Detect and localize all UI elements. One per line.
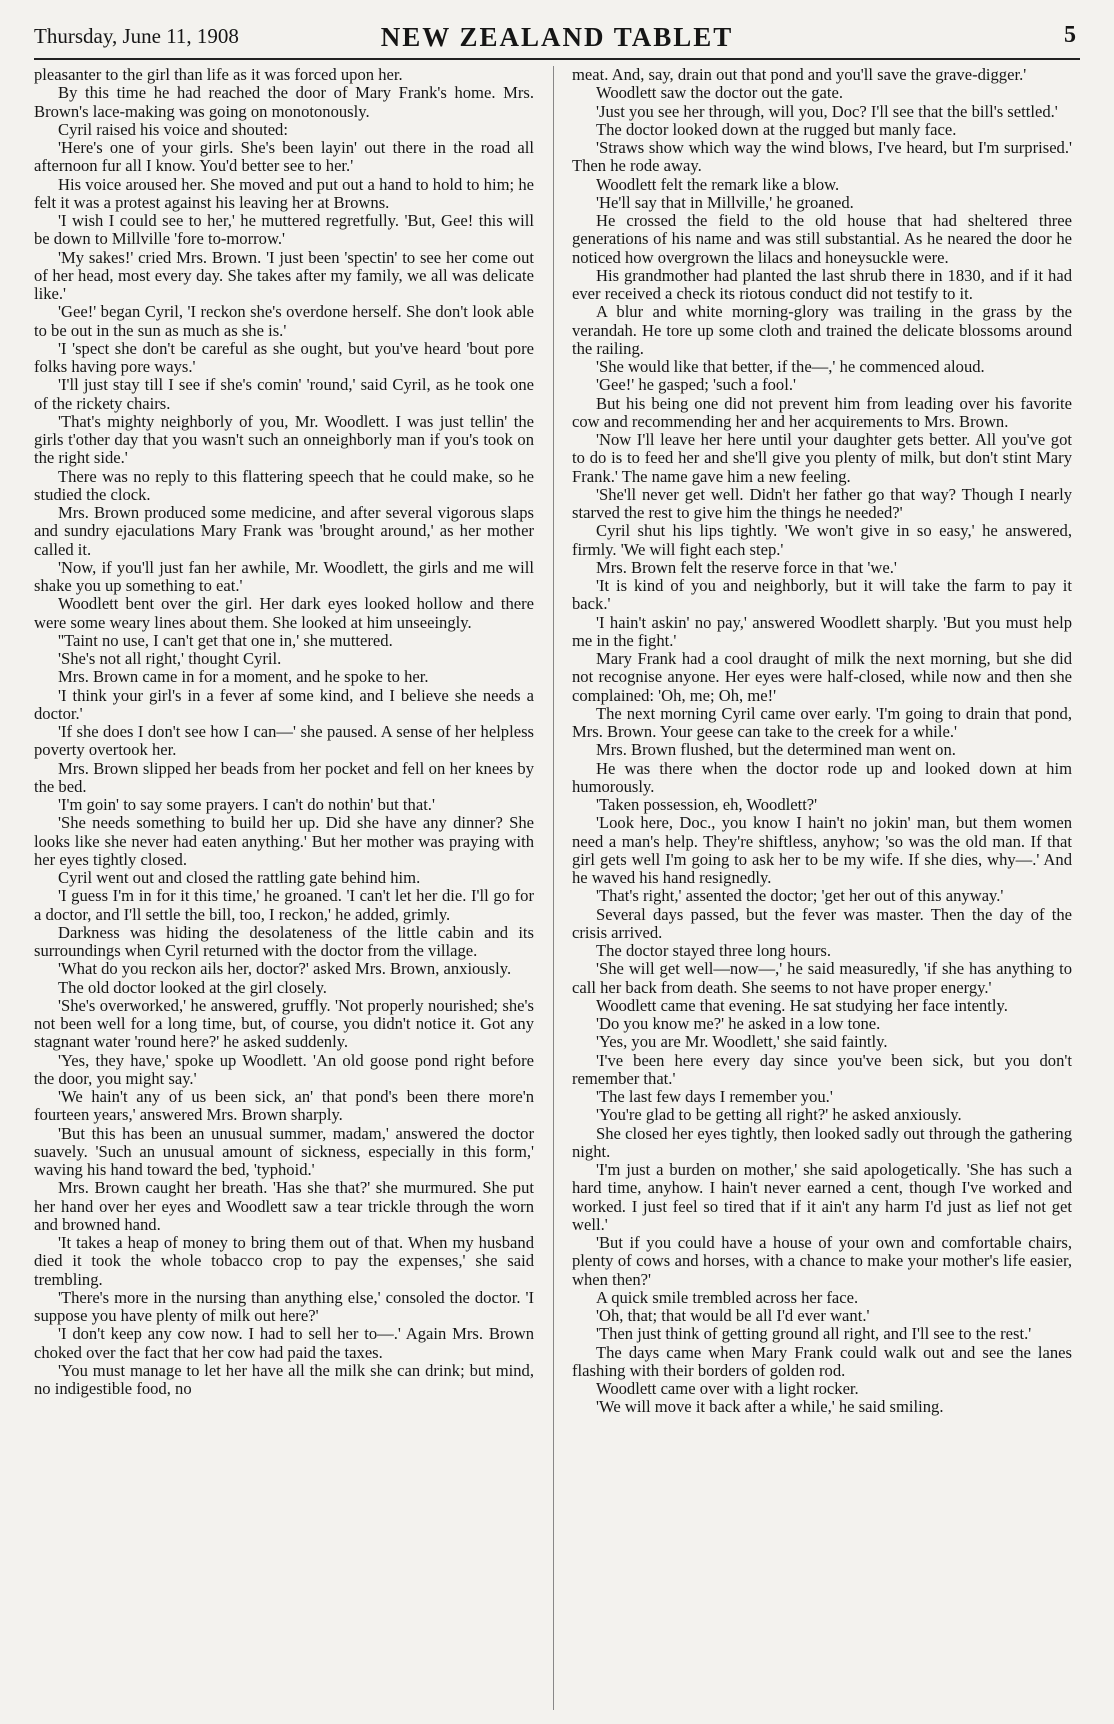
- paragraph: 'Now I'll leave her here until your daughter gets better. All you've got to do is to feed her and she'll give you plenty of milk, but don't stint Mary Frank.' The name gave him a new feeling.: [572, 430, 1072, 486]
- paragraph: Mary Frank had a cool draught of milk the next morning, but she did not recognise anyone. Her eyes were half-closed, while now and then she complained: 'Oh, me; Oh, me!': [572, 649, 1072, 705]
- paragraph: 'Straws show which way the wind blows, I've heard, but I'm surprised.' Then he rode away.: [572, 138, 1072, 176]
- paragraph: The doctor looked down at the rugged but manly face.: [596, 119, 957, 139]
- paragraph: 'He'll say that in Millville,' he groaned.: [596, 192, 854, 212]
- paragraph: 'Gee!' he gasped; 'such a fool.': [596, 375, 796, 395]
- paragraph: Woodlett saw the doctor out the gate.: [596, 83, 844, 103]
- masthead-title: NEW ZEALAND TABLET: [380, 22, 734, 52]
- paragraph: 'She will get well—now—,' he said measuredly, 'if she has anything to call her back from death. She seems to not have proper energy.': [572, 959, 1072, 997]
- paragraph: He was there when the doctor rode up and looked down at him humorously.: [572, 758, 1072, 796]
- left-column: [34, 66, 534, 1710]
- paragraph: Woodlett came that evening. He sat studying her face intently.: [596, 995, 1008, 1015]
- paragraph: His voice aroused her. She moved and put out a hand to hold to him; he felt it was a protest against his leaving her at Browns.: [34, 174, 534, 212]
- paragraph: 'The last few days I remember you.': [596, 1087, 833, 1106]
- paragraph: 'You're glad to be getting all right?' he asked anxiously.: [596, 1105, 962, 1125]
- paragraph: 'I've been here every day since you've been sick, but you don't remember that.': [572, 1050, 1072, 1088]
- paragraph: Cyril raised his voice and shouted:: [58, 119, 288, 139]
- paragraph: 'Oh, that; that would be all I'd ever want.': [596, 1306, 870, 1325]
- paragraph: 'I'm just a burden on mother,' she said apologetically. 'She has such a hard time, anyhow. I hain't never earned a cent, though I've worked and worked. I just feel so tired that if it ain't any harm I'd just as lief not get well.': [572, 1160, 1072, 1234]
- issue-date: Thursday, June 11, 1908: [34, 24, 239, 48]
- paragraph: Darkness was hiding the desolateness of the little cabin and its surroundings when Cyril returned with the doctor from the village.: [34, 922, 534, 960]
- paragraph: Mrs. Brown flushed, but the determined man went on.: [596, 740, 956, 760]
- paragraph: 'My sakes!' cried Mrs. Brown. 'I just been 'spectin' to see her come out of her head, most every day. She takes after my family, we all was delicate like.': [34, 247, 534, 303]
- paragraph: The days came when Mary Frank could walk out and see the lanes flashing with their borders of golden rod.: [572, 1342, 1072, 1380]
- paragraph: Mrs. Brown caught her breath. 'Has she that?' she murmured. She put her hand over her eyes and Woodlett saw a tear trickle through the worn and browned hand.: [34, 1178, 534, 1234]
- column-divider: [553, 66, 554, 1710]
- paragraph: 'That's mighty neighborly of you, Mr. Woodlett. I was just tellin' the girls t'other day that you wasn't such an onneighborly man if you's took on the right side.': [34, 411, 534, 468]
- paragraph: Woodlett felt the remark like a blow.: [596, 174, 840, 194]
- paragraph: 'We will move it back after a while,' he said smiling.: [596, 1397, 944, 1417]
- paragraph: 'I'll just stay till I see if she's comin' 'round,' said Cyril, as he took one of the rickety chairs.: [34, 375, 534, 413]
- paragraph: 'Yes, you are Mr. Woodlett,' she said faintly.: [596, 1032, 888, 1052]
- paragraph: He crossed the field to the old house that had sheltered three generations of his name and was still substantial. As he neared the door he noticed how overgrown the lilacs and honeysuckle were.: [572, 211, 1072, 267]
- paragraph: 'I think your girl's in a fever af some kind, and I believe she needs a doctor.': [34, 685, 534, 723]
- paragraph: 'I guess I'm in for it this time,' he groaned. 'I can't let her die. I'll go for a doctor, and I'll settle the bill, too, I reckon,' he added, grimly.: [34, 886, 534, 924]
- paragraph: 'But if you could have a house of your own and comfortable chairs, plenty of cows and horses, with a chance to make your mother's life easier, when then?': [572, 1233, 1072, 1289]
- paragraph: 'Look here, Doc., you know I hain't no jokin' man, but them women need a man's help. They're shiftless, anyhow; 'so was the old man. If that girl gets well I'm going to ask her to be my wife. If she dies, why—.' And he waved his hand resignedly.: [572, 813, 1072, 887]
- paragraph: The next morning Cyril came over early. 'I'm going to drain that pond, Mrs. Brown. Your geese can take to the creek for a while.': [572, 703, 1072, 741]
- paragraph: 'Do you know me?' he asked in a low tone.: [596, 1014, 881, 1033]
- paragraph: A blur and white morning-glory was trailing in the grass by the verandah. He tore up some cloth and trained the delicate blossoms around the railing.: [572, 302, 1072, 358]
- paragraph: 'But this has been an unusual summer, madam,' answered the doctor suavely. 'Such an unusual amount of sickness, especially in this form,' waving his hand toward the bed, 'typhoid.': [34, 1123, 534, 1179]
- paragraph: 'She's not all right,' thought Cyril.: [58, 649, 282, 668]
- paragraph: 'We hain't any of us been sick, an' that pond's been there more'n fourteen years,' answered Mrs. Brown sharply.: [34, 1087, 534, 1125]
- paragraph: 'She'll never get well. Didn't her father go that way? Though I nearly starved the rest to give him the things he needed?': [572, 484, 1072, 522]
- paragraph: Mrs. Brown produced some medicine, and after several vigorous slaps and sundry ejaculations Mary Frank was 'brought around,' as her mother called it.: [34, 503, 534, 559]
- paragraph: The old doctor looked at the girl closely.: [58, 977, 327, 997]
- paragraph: pleasanter to the girl than life as it was forced upon her.: [34, 66, 403, 84]
- right-column: [572, 66, 1072, 1710]
- paragraph: 'I hain't askin' no pay,' answered Woodlett sharply. 'But you must help me in the fight.': [572, 612, 1072, 650]
- paragraph: 'Yes, they have,' spoke up Woodlett. 'An old goose pond right before the door, you might say.': [34, 1050, 534, 1088]
- paragraph: But his being one did not prevent him from leading over his favorite cow and recommending her and her acquirements to Mrs. Brown.: [572, 393, 1072, 431]
- paragraph: 'What do you reckon ails her, doctor?' asked Mrs. Brown, anxiously.: [58, 959, 512, 979]
- paragraph: 'There's more in the nursing than anything else,' consoled the doctor. 'I suppose you have plenty of milk out here?': [34, 1287, 534, 1325]
- paragraph: 'She's overworked,' he answered, gruffly. 'Not properly nourished; she's not been well for a long time, but, of course, you didn't notice it. Got any stagnant water 'round here?' he asked suddenly.: [34, 995, 534, 1052]
- paragraph: 'Then just think of getting ground all right, and I'll see to the rest.': [596, 1324, 1032, 1344]
- paragraph: There was no reply to this flattering speech that he could make, so he studied the clock.: [34, 466, 534, 504]
- paragraph: Woodlett came over with a light rocker.: [596, 1379, 859, 1398]
- paragraph: ''Taint no use, I can't get that one in,' she muttered.: [58, 630, 393, 650]
- paragraph: 'I wish I could see to her,' he muttered regretfully. 'But, Gee! this will be down to Millville 'fore to-morrow.': [34, 211, 534, 249]
- paragraph: 'Taken possession, eh, Woodlett?': [596, 795, 818, 814]
- paragraph: 'Here's one of your girls. She's been layin' out there in the road all afternoon fur all I know. You'd better see to her.': [34, 138, 534, 176]
- paragraph: 'I don't keep any cow now. I had to sell her to—.' Again Mrs. Brown choked over the fact that her cow had paid the taxes.: [34, 1324, 534, 1362]
- paragraph: By this time he had reached the door of Mary Frank's home. Mrs. Brown's lace-making was going on monotonously.: [34, 83, 534, 121]
- paragraph: His grandmother had planted the last shrub there in 1830, and if it had ever received a check its riotous conduct did not testify to it.: [572, 265, 1072, 303]
- page-header: [34, 18, 1080, 60]
- paragraph: Cyril went out and closed the rattling gate behind him.: [58, 868, 421, 887]
- paragraph: 'Now, if you'll just fan her awhile, Mr. Woodlett, the girls and me will shake you up something to eat.': [34, 557, 534, 595]
- paragraph: Mrs. Brown slipped her beads from her pocket and fell on her knees by the bed.: [34, 758, 534, 796]
- paragraph: 'It takes a heap of money to bring them out of that. When my husband died it took the whole tobacco crop to pay the expenses,' she said trembling.: [34, 1233, 534, 1289]
- paragraph: Mrs. Brown came in for a moment, and he spoke to her.: [58, 667, 429, 687]
- paragraph: 'I'm goin' to say some prayers. I can't do nothin' but that.': [58, 795, 435, 814]
- paragraph: 'You must manage to let her have all the milk she can drink; but mind, no indigestible food, no: [34, 1360, 534, 1398]
- paragraph: meat. And, say, drain out that pond and you'll save the grave-digger.': [572, 66, 1027, 84]
- paragraph: 'Gee!' began Cyril, 'I reckon she's overdone herself. She don't look able to be out in the sun as much as she is.': [34, 302, 534, 340]
- page-number: 5: [1064, 22, 1076, 48]
- paragraph: She closed her eyes tightly, then looked sadly out through the gathering night.: [572, 1123, 1072, 1161]
- paragraph: 'It is kind of you and neighborly, but it will take the farm to pay it back.': [572, 576, 1072, 614]
- paragraph: The doctor stayed three long hours.: [596, 941, 832, 960]
- paragraph: Woodlett bent over the girl. Her dark eyes looked hollow and there were some weary lines about them. She looked at him unseeingly.: [34, 594, 534, 632]
- paragraph: Several days passed, but the fever was master. Then the day of the crisis arrived.: [572, 904, 1072, 942]
- paragraph: Cyril shut his lips tightly. 'We won't give in so easy,' he answered, firmly. 'We will fight each step.': [572, 521, 1072, 559]
- paragraph: 'She would like that better, if the—,' he commenced aloud.: [596, 357, 985, 376]
- paragraph: 'Just you see her through, will you, Doc? I'll see that the bill's settled.': [596, 101, 1058, 121]
- paragraph: Mrs. Brown felt the reserve force in that 'we.': [596, 557, 897, 577]
- paragraph: 'That's right,' assented the doctor; 'get her out of this anyway.': [596, 886, 1004, 906]
- paragraph: 'She needs something to build her up. Did she have any dinner? She looks like she never had eaten anything.' But her mother was praying with her eyes tightly closed.: [34, 813, 534, 869]
- paragraph: A quick smile trembled across her face.: [596, 1287, 859, 1307]
- paragraph: 'I 'spect she don't be careful as she ought, but you've heard 'bout pore folks having pore ways.': [34, 338, 534, 376]
- paragraph: 'If she does I don't see how I can—' she paused. A sense of her helpless poverty overtook her.: [34, 722, 534, 760]
